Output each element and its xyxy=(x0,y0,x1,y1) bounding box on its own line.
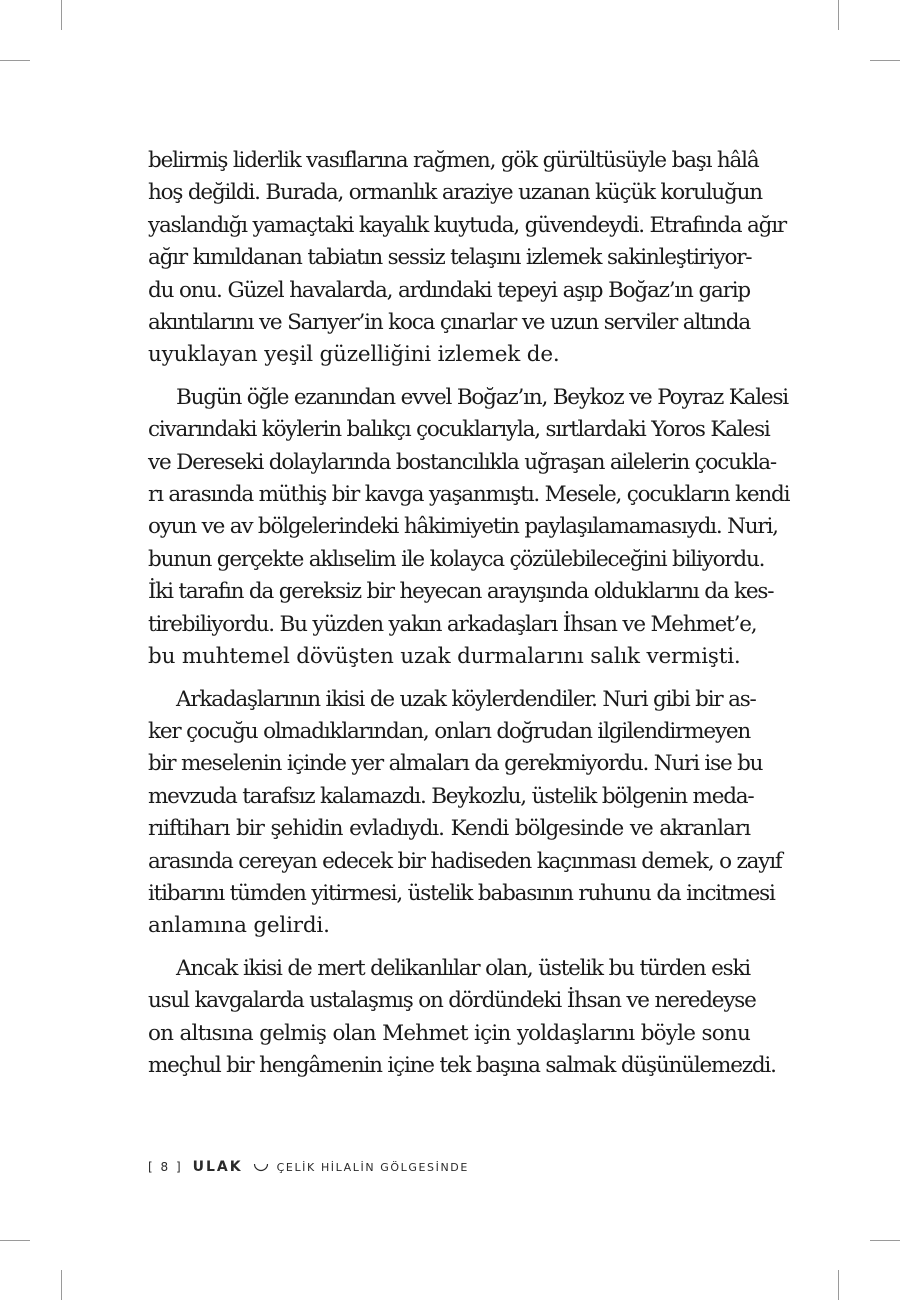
brand-name: ULAK xyxy=(192,1159,243,1175)
text-line: bu muhtemel dövüşten uzak durmalarını salık vermişti. xyxy=(148,644,741,670)
crop-mark-top-right xyxy=(838,0,839,30)
text-line: Arkadaşlarının ikisi de uzak köylerdendiler. Nuri gibi bir as- xyxy=(176,686,756,712)
page-footer xyxy=(148,1157,469,1177)
text-line: Ancak ikisi de mert delikanlılar olan, üstelik bu türden eski xyxy=(176,955,750,981)
crop-mark-left-bottom xyxy=(0,1240,30,1241)
crop-mark-left-top xyxy=(0,60,30,61)
crop-mark-bottom-left xyxy=(61,1270,62,1300)
text-line: itibarını tümden yitirmesi, üstelik babasının ruhunu da incitmesi xyxy=(148,880,775,906)
text-line: bir meselenin içinde yer almaları da gerekmiyordu. Nuri ise bu xyxy=(148,751,763,777)
text-line: ve Dereseki dolaylarında bostancılıkla uğraşan ailelerin çocukla- xyxy=(148,449,776,475)
paragraph xyxy=(148,684,782,943)
text-line: usul kavgalarda ustalaşmış on dördündeki İhsan ve neredeyse xyxy=(148,988,756,1014)
crop-mark-bottom-right xyxy=(838,1270,839,1300)
body-text xyxy=(148,145,790,1082)
text-line: bunun gerçekte aklıselim ile kolayca çözülebileceğini biliyordu. xyxy=(148,546,765,572)
text-line: anlamına gelirdi. xyxy=(148,913,330,939)
text-line: du onu. Güzel havalarda, ardındaki tepeyi aşıp Boğaz’ın garip xyxy=(148,277,750,303)
crop-mark-right-top xyxy=(870,60,900,61)
series-title: ÇELİK HİLALİN GÖLGESİNDE xyxy=(276,1160,469,1174)
text-line: mevzuda tarafsız kalamazdı. Beykozlu, üstelik bölgenin meda- xyxy=(148,783,754,809)
text-line: tirebiliyordu. Bu yüzden yakın arkadaşları İhsan ve Mehmet’e, xyxy=(148,611,757,637)
text-line: oyun ve av bölgelerindeki hâkimiyetin paylaşılamamasıydı. Nuri, xyxy=(148,514,778,540)
text-line: on altısına gelmiş olan Mehmet için yoldaşlarını böyle sonu xyxy=(148,1020,750,1046)
text-line: ker çocuğu olmadıklarından, onları doğrudan ilgilendirmeyen xyxy=(148,718,750,744)
text-line: hoş değildi. Burada, ormanlık araziye uzanan küçük koruluğun xyxy=(148,180,762,206)
text-line: akıntılarını ve Sarıyer’in koca çınarlar ve uzun serviler altında xyxy=(148,310,750,336)
crescent-moon-icon xyxy=(253,1159,269,1175)
paragraph xyxy=(148,145,786,372)
crop-mark-top-left xyxy=(61,0,62,30)
text-line: belirmiş liderlik vasıflarına rağmen, gök gürültüsüyle başı hâlâ xyxy=(148,148,759,173)
text-line: civarındaki köylerin balıkçı çocuklarıyla, sırtlardaki Yoros Kalesi xyxy=(148,417,770,443)
text-line: yaslandığı yamaçtaki kayalık kuytuda, güvendeydi. Etrafında ağır xyxy=(148,212,786,238)
text-line: İki tarafın da gereksiz bir heyecan arayışında olduklarını da kes- xyxy=(148,579,774,605)
text-line: meçhul bir hengâmenin içine tek başına salmak düşünülemezdi. xyxy=(148,1052,776,1078)
text-line: rıiftiharı bir şehidin evladıydı. Kendi bölgesinde ve akranları xyxy=(148,816,750,842)
text-line: rı arasında müthiş bir kavga yaşanmıştı. Mesele, çocukların kendi xyxy=(148,482,790,508)
text-line: arasında cereyan edecek bir hadiseden kaçınması demek, o zayıf xyxy=(148,848,782,874)
text-line: uyuklayan yeşil güzelliğini izlemek de. xyxy=(148,342,560,368)
paragraph xyxy=(148,382,790,674)
crop-mark-right-bottom xyxy=(870,1240,900,1241)
page-number: [ 8 ] xyxy=(148,1160,183,1174)
text-line: ağır kımıldanan tabiatın sessiz telaşını izlemek sakinleştiriyor- xyxy=(148,245,752,271)
paragraph xyxy=(148,953,776,1083)
text-line: Bugün öğle ezanından evvel Boğaz’ın, Beykoz ve Poyraz Kalesi xyxy=(176,384,788,410)
